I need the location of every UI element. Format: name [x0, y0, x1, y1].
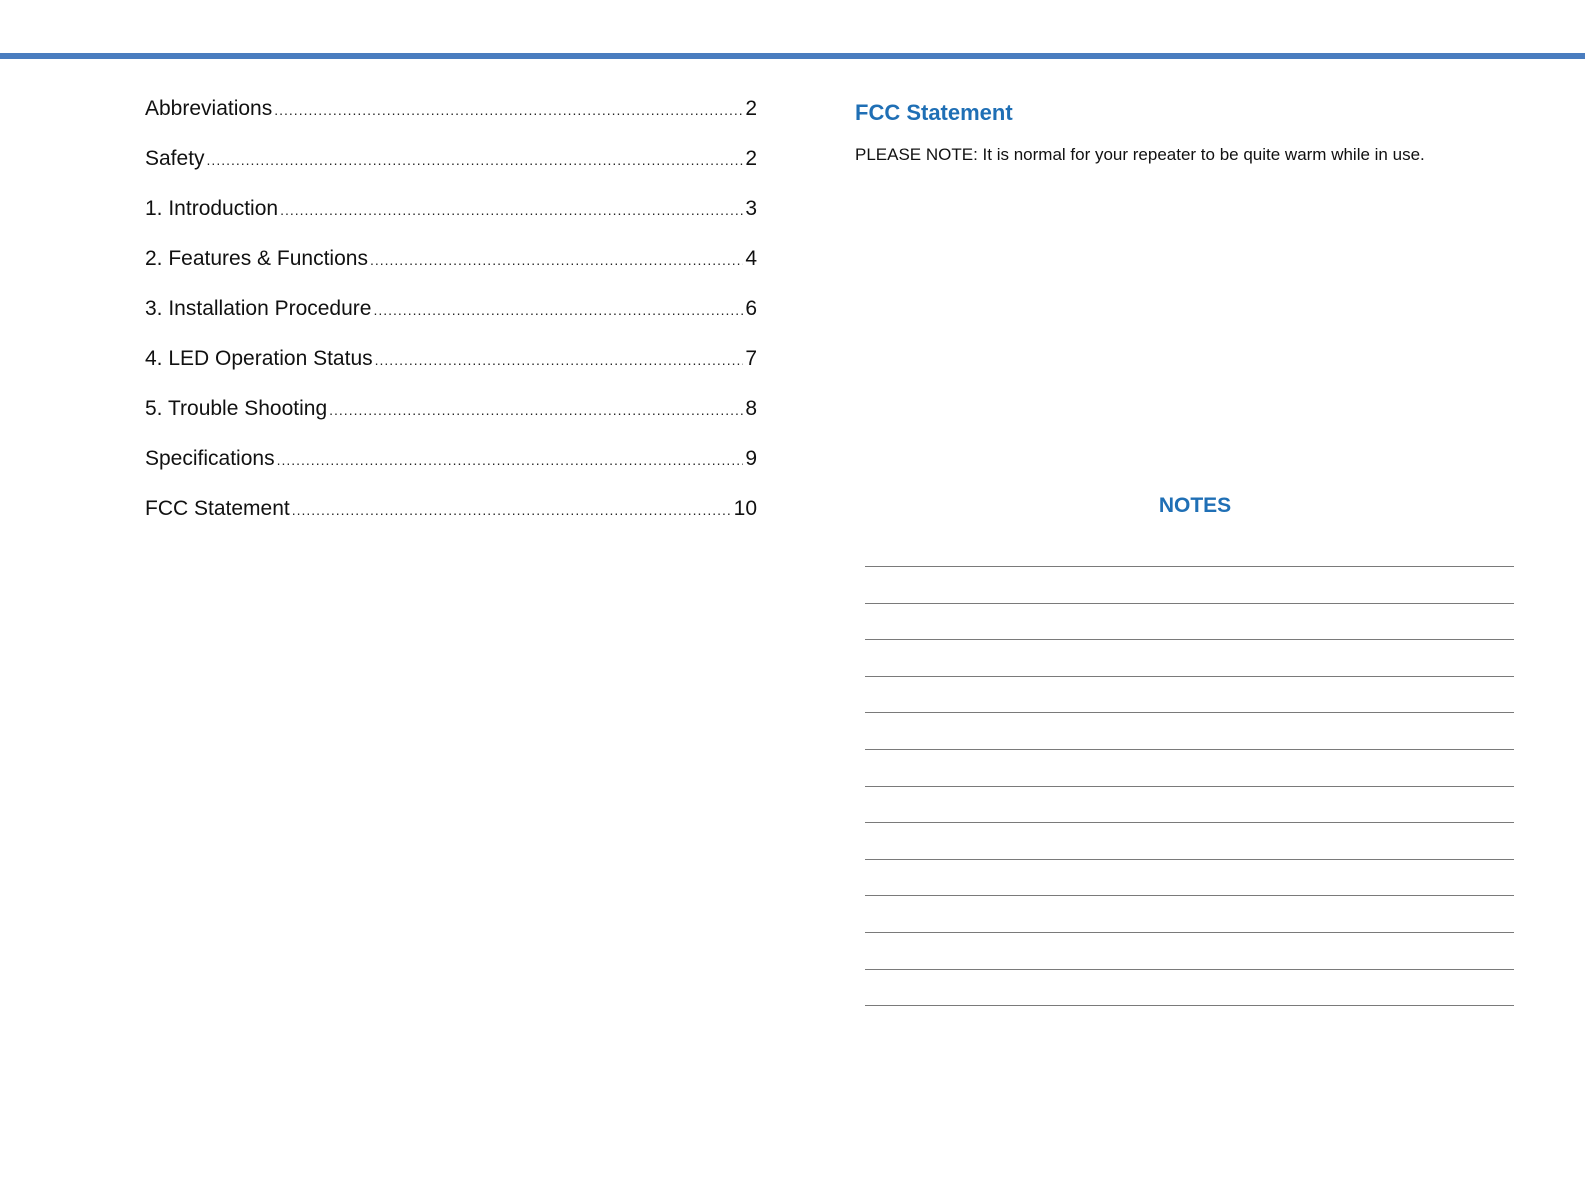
toc-entry-title: Specifications: [145, 447, 275, 470]
toc-entry-title: FCC Statement: [145, 497, 290, 520]
toc-entry-page: 8: [745, 397, 757, 420]
note-line: [865, 1005, 1514, 1042]
toc-entry-page: 3: [745, 197, 757, 220]
toc-entry-page: 9: [745, 447, 757, 470]
toc-leader-dots: [329, 402, 743, 418]
toc-entry[interactable]: [145, 297, 757, 347]
toc-entry-page: 2: [745, 97, 757, 120]
fcc-statement-heading: FCC Statement: [855, 100, 1013, 125]
toc-leader-dots: [375, 352, 744, 368]
table-of-contents: [145, 97, 757, 547]
toc-leader-dots: [373, 302, 743, 318]
toc-leader-dots: [277, 452, 744, 468]
toc-entry[interactable]: [145, 147, 757, 197]
toc-entry-page: 7: [745, 347, 757, 370]
toc-entry[interactable]: [145, 497, 757, 547]
toc-entry-page: 10: [733, 497, 757, 520]
fcc-statement-note: PLEASE NOTE: It is normal for your repeater to be quite warm while in use.: [855, 145, 1425, 164]
toc-entry-title: 1. Introduction: [145, 197, 279, 220]
notes-heading: NOTES: [1158, 494, 1232, 517]
toc-entry-page: 6: [745, 297, 757, 320]
toc-entry-title: 3. Installation Procedure: [145, 297, 372, 320]
toc-entry-page: 4: [745, 247, 757, 270]
toc-entry[interactable]: [145, 97, 757, 147]
toc-entry[interactable]: [145, 397, 757, 447]
note-line: [865, 603, 1514, 640]
toc-entry-title: 4. LED Operation Status: [145, 347, 373, 370]
toc-leader-dots: [292, 502, 732, 518]
note-line: [865, 566, 1514, 603]
toc-entry[interactable]: [145, 347, 757, 397]
toc-entry-page: 2: [745, 147, 757, 170]
toc-entry[interactable]: [145, 447, 757, 497]
note-line: [865, 969, 1514, 1006]
toc-entry-title: 2. Features & Functions: [145, 247, 368, 270]
note-line: [865, 749, 1514, 786]
note-line: [865, 639, 1514, 676]
toc-leader-dots: [207, 152, 744, 168]
note-line: [865, 932, 1514, 969]
toc-entry[interactable]: [145, 247, 757, 297]
notes-ruled-area[interactable]: [865, 566, 1514, 1042]
toc-leader-dots: [370, 252, 743, 268]
toc-entry[interactable]: [145, 197, 757, 247]
note-line: [865, 712, 1514, 749]
note-line: [865, 676, 1514, 713]
toc-entry-title: 5. Trouble Shooting: [145, 397, 328, 420]
toc-leader-dots: [280, 202, 743, 218]
toc-entry-title: Abbreviations: [145, 97, 273, 120]
note-line: [865, 786, 1514, 823]
note-line: [865, 822, 1514, 859]
toc-leader-dots: [274, 102, 743, 118]
note-line: [865, 859, 1514, 896]
note-line: [865, 895, 1514, 932]
toc-entry-title: Safety: [145, 147, 205, 170]
header-rule: [0, 53, 1585, 59]
